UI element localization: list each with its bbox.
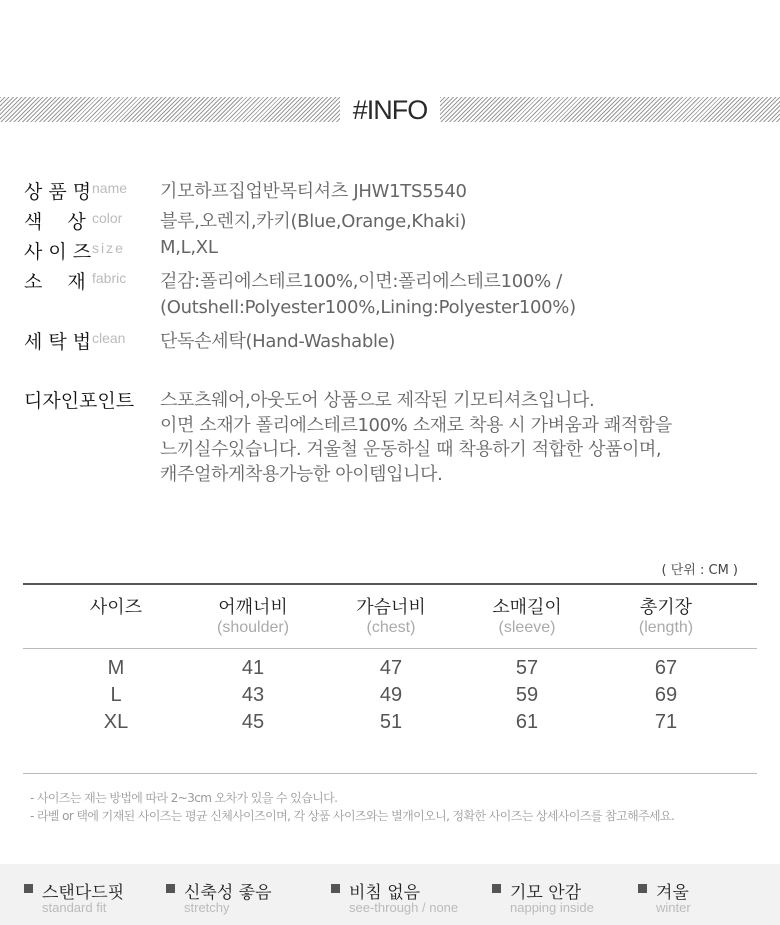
- info-value: 단독손세탁(Hand-Washable): [160, 331, 396, 352]
- table-body: [23, 649, 757, 774]
- header-label-en: (length): [638, 619, 694, 636]
- table-cell: XL: [103, 711, 129, 733]
- header-shoulder: [183, 593, 323, 637]
- header-size: [46, 593, 186, 619]
- table-cell: 57: [515, 657, 539, 679]
- table-cell: 51: [379, 711, 403, 733]
- note-line: - 사이즈는 재는 방법에 따라 2~3cm 오차가 있을 수 있습니다.: [30, 791, 338, 805]
- feature-bar: [0, 864, 780, 925]
- info-row-fabric-cont: [24, 294, 764, 324]
- table-header: [23, 585, 757, 649]
- info-row-fabric: [24, 264, 764, 294]
- info-value-continued: (Outshell:Polyester100%,Lining:Polyester100%): [160, 297, 576, 318]
- design-line: 스포츠웨어,아웃도어 상품으로 제작된 기모티셔츠입니다.: [160, 390, 595, 411]
- table-cell: L: [110, 684, 122, 706]
- design-line: 캐주얼하게착용가능한 아이템입니다.: [160, 463, 443, 485]
- info-row-clean: [24, 324, 764, 354]
- header-chest: [321, 593, 461, 637]
- banner-hatch-left: [0, 97, 340, 122]
- header-label: 총기장: [639, 597, 693, 618]
- table-cell: 59: [515, 684, 539, 706]
- info-value: 블루,오렌지,카키(Blue,Orange,Khaki): [160, 211, 467, 232]
- header-label-en: (shoulder): [216, 619, 290, 636]
- design-label: 디자인포인트: [24, 390, 135, 412]
- table-cell: 61: [515, 711, 539, 733]
- table-cell: 43: [241, 684, 265, 706]
- design-line: 이면 소재가 폴리에스테르100% 소재로 착용 시 가벼움과 쾌적함을: [160, 414, 672, 436]
- table-cell: 47: [379, 657, 403, 679]
- header-label: 사이즈: [89, 597, 143, 618]
- feature-label-en: see-through / none: [349, 900, 459, 915]
- table-cell: 41: [241, 657, 265, 679]
- info-label-en: name: [92, 180, 128, 196]
- header-length: [596, 593, 736, 637]
- feature-label: 겨울: [656, 883, 689, 903]
- info-value: 겉감:폴리에스테르100%,이면:폴리에스테르100% /: [160, 271, 563, 292]
- header-sleeve: [457, 593, 597, 637]
- info-label: 사 이 즈: [24, 241, 92, 263]
- header-label: 소매길이: [492, 597, 562, 618]
- info-label: 세 탁 법: [24, 331, 92, 353]
- header-label: 어깨너비: [218, 597, 288, 618]
- info-row-size: [24, 234, 764, 264]
- info-row-name: [24, 174, 764, 204]
- table-cell: 49: [379, 684, 403, 706]
- square-bullet-icon: [166, 884, 175, 893]
- section-title: #INFO: [352, 95, 428, 125]
- table-cell: 67: [654, 657, 678, 679]
- note-line: - 라벨 or 택에 기재된 사이즈는 평균 신체사이즈이며, 각 상품 사이즈와는 별개이오니, 정확한 사이즈는 상세사이즈를 참고해주세요.: [30, 809, 675, 823]
- size-table: [23, 583, 757, 774]
- info-label-en: clean: [92, 330, 126, 346]
- feature-label-en: napping inside: [510, 900, 594, 915]
- header-label: 가슴너비: [356, 597, 426, 618]
- header-label-en: (sleeve): [498, 619, 556, 636]
- info-label-en: fabric: [92, 270, 127, 286]
- banner-hatch-right: [440, 97, 780, 122]
- table-cell: 71: [654, 711, 678, 733]
- feature-label-en: standard fit: [42, 900, 107, 915]
- square-bullet-icon: [331, 884, 340, 893]
- info-label-en: color: [92, 210, 123, 226]
- table-cell: M: [107, 657, 125, 679]
- header-label-en: (chest): [366, 619, 416, 636]
- square-bullet-icon: [492, 884, 501, 893]
- info-label-en: size: [92, 240, 125, 256]
- table-cell: 45: [241, 711, 265, 733]
- size-notes: [30, 789, 674, 825]
- info-banner: [0, 95, 780, 125]
- square-bullet-icon: [24, 884, 33, 893]
- info-label: 소 재: [24, 271, 86, 293]
- feature-label-en: stretchy: [184, 900, 230, 915]
- design-line: 느끼실수있습니다. 겨울철 운동하실 때 착용하기 적합한 상품이며,: [160, 439, 662, 460]
- info-row-color: [24, 204, 764, 234]
- info-label: 색 상: [24, 211, 86, 233]
- feature-label: 신축성 좋음: [184, 883, 272, 903]
- feature-label-en: winter: [656, 900, 691, 915]
- info-label: 상 품 명: [24, 181, 92, 203]
- square-bullet-icon: [638, 884, 647, 893]
- feature-label: 스탠다드핏: [42, 883, 125, 903]
- info-value: 기모하프집업반목티셔츠 JHW1TS5540: [160, 181, 467, 202]
- size-unit: ( 단위 : CM ): [661, 563, 738, 578]
- table-cell: 69: [654, 684, 678, 706]
- feature-label: 기모 안감: [510, 883, 582, 903]
- feature-label: 비침 없음: [349, 883, 421, 903]
- info-value: M,L,XL: [160, 237, 218, 258]
- product-info: [24, 174, 764, 354]
- design-description: [160, 386, 672, 484]
